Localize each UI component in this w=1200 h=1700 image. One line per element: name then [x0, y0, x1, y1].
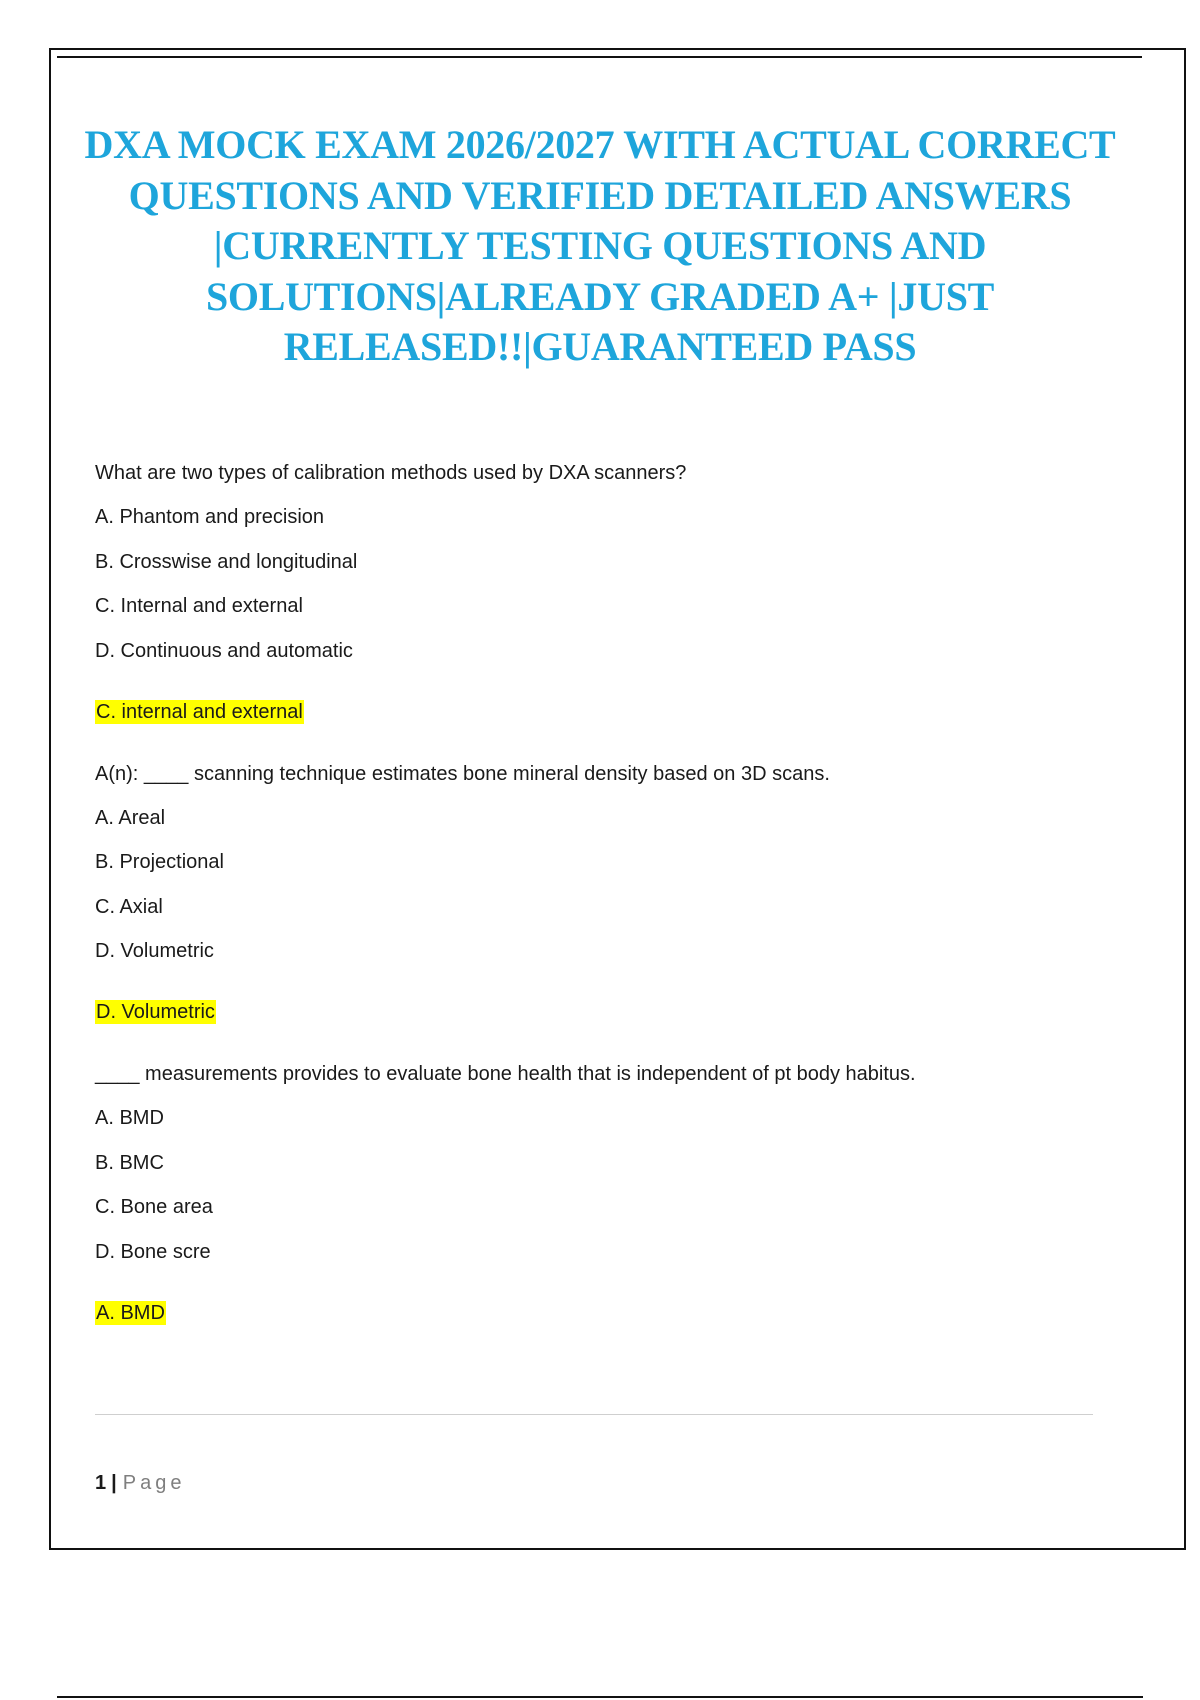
page-footer [95, 1471, 185, 1495]
option-c: C. Axial [95, 895, 163, 918]
question-text: ____ measurements provides to evaluate bone health that is independent of pt body habitus. [95, 1063, 916, 1085]
next-page-top-rule [57, 1696, 1143, 1698]
question-block-3 [95, 1061, 1075, 1328]
question-block-1 [95, 460, 1075, 727]
option-c: C. Bone area [95, 1196, 213, 1218]
option-d: D. Bone scre [95, 1240, 211, 1263]
answer-line [95, 699, 1075, 727]
footer-separator: | [111, 1472, 117, 1494]
questions-container [95, 460, 1075, 1362]
option-a: A. Areal [95, 806, 166, 829]
document-title: DXA MOCK EXAM 2026/2027 WITH ACTUAL CORRECT QUESTIONS AND VERIFIED DETAILED ANSWERS |CURRENTLY TESTING QUESTIONS AND SOLUTIONS|ALREADY GRADED A+ |JUST RELEASED!!|GUARANTEED PASS [84, 122, 1116, 369]
answer-line [95, 1300, 1075, 1328]
option-d: D. Continuous and automatic [95, 639, 353, 662]
option-c: C. Internal and external [95, 595, 303, 617]
highlighted-answer: C. internal and external [96, 700, 303, 723]
option-b: B. Crosswise and longitudinal [95, 550, 358, 573]
answer-line [95, 999, 1075, 1027]
option-a: A. Phantom and precision [95, 506, 325, 528]
footer-rule [95, 1414, 1093, 1415]
option-b: B. BMC [95, 1151, 164, 1174]
highlighted-answer: D. Volumetric [96, 1001, 215, 1023]
option-d: D. Volumetric [95, 940, 214, 962]
question-text: What are two types of calibration methods used by DXA scanners? [95, 462, 687, 484]
question-block-2 [95, 761, 1075, 1028]
page-number: 1 [95, 1472, 107, 1494]
option-b: B. Projectional [95, 851, 224, 873]
question-text: A(n): ____ scanning technique estimates bone mineral density based on 3D scans. [95, 762, 830, 785]
top-rule [57, 56, 1142, 58]
page-label: Page [122, 1472, 186, 1494]
highlighted-answer: A. BMD [96, 1301, 165, 1324]
option-a: A. BMD [95, 1107, 164, 1129]
